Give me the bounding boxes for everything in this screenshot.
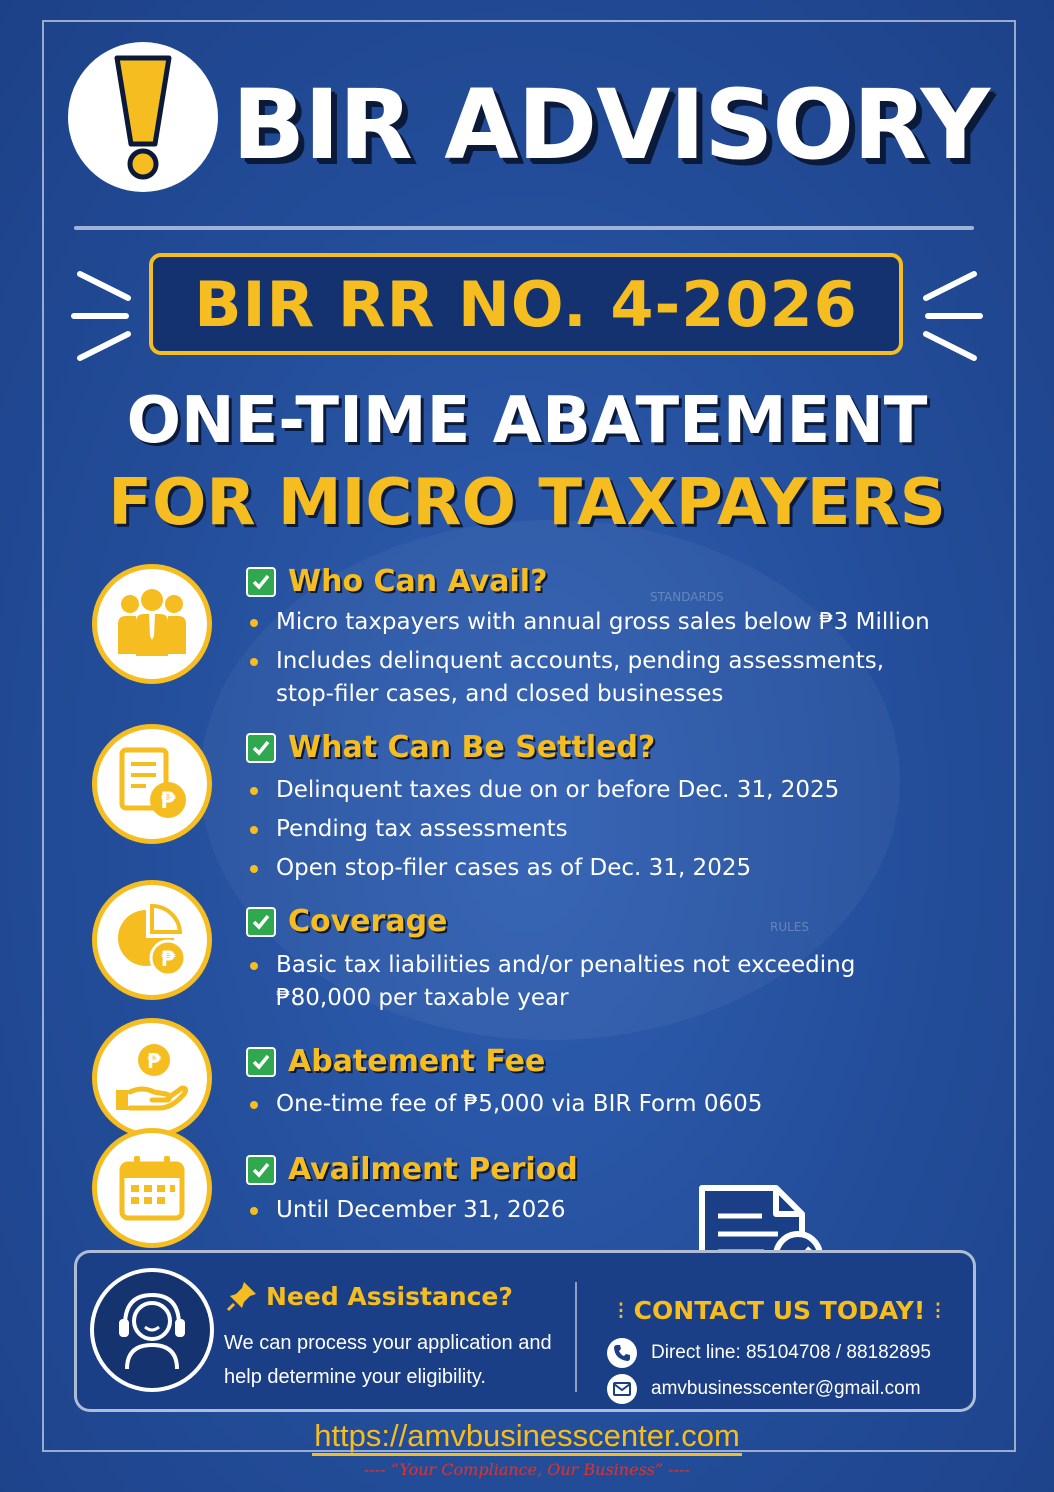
headline-secondary: FOR MICRO TAXPAYERS (108, 466, 946, 540)
contact-heading (617, 1296, 942, 1325)
checkmark-icon (246, 1155, 276, 1185)
assistance-heading (226, 1280, 513, 1312)
assistance-text: We can process your application and help determine your eligibility. (224, 1332, 552, 1388)
section-title: Abatement Fee (288, 1044, 546, 1079)
burst-small-right-icon: ⁝ (934, 1296, 942, 1325)
section-title: Availment Period (288, 1152, 578, 1187)
burst-small-left-icon: ⁝ (617, 1296, 625, 1325)
section-heading-what-can-be-settled (246, 730, 655, 765)
page-title: BIR ADVISORY (232, 69, 990, 181)
list-item: Basic tax liabilities and/or penalties not exceeding ₱80,000 per taxable year (248, 949, 936, 1015)
list-item: Until December 31, 2026 (248, 1194, 936, 1227)
svg-text:₱: ₱ (147, 1049, 161, 1073)
headline-primary: ONE-TIME ABATEMENT (126, 384, 928, 458)
bullet-list-what-can-be-settled (248, 774, 936, 891)
checkmark-icon (246, 733, 276, 763)
list-item: Includes delinquent accounts, pending assessments, stop-filer cases, and closed businesses (248, 645, 936, 711)
pie-chart-peso-icon (92, 880, 212, 1000)
exclamation-icon (68, 42, 218, 192)
list-item: Pending tax assessments (248, 813, 936, 846)
section-heading-who-can-avail (246, 564, 547, 599)
website-link[interactable] (0, 1418, 1054, 1454)
section-heading-availment-period (246, 1152, 578, 1187)
section-title: Coverage (288, 904, 448, 939)
section-heading-coverage (246, 904, 447, 939)
list-item: Delinquent taxes due on or before Dec. 31, 2025 (248, 774, 936, 807)
support-agent-icon (90, 1268, 214, 1392)
email-text: amvbusinesscenter@gmail.com (651, 1378, 921, 1399)
burst-left-icon (70, 268, 134, 364)
section-heading-abatement-fee (246, 1044, 545, 1079)
header-divider (74, 226, 974, 230)
calendar-icon (92, 1128, 212, 1248)
phone-text: Direct line: 85104708 / 88182895 (651, 1342, 931, 1363)
phone-icon (607, 1338, 637, 1368)
phone-line[interactable] (607, 1338, 931, 1368)
list-item: Micro taxpayers with annual gross sales below ₱3 Million (248, 606, 936, 639)
list-item: Open stop-filer cases as of Dec. 31, 2025 (248, 852, 936, 885)
group-icon (92, 564, 212, 684)
watermark-label-top: STANDARDS (650, 590, 724, 604)
checkmark-icon (246, 1047, 276, 1077)
email-line[interactable] (607, 1374, 921, 1404)
assistance-title: Need Assistance? (266, 1281, 513, 1311)
svg-text:₱: ₱ (160, 789, 176, 814)
section-title: What Can Be Settled? (288, 730, 656, 765)
checkmark-icon (246, 567, 276, 597)
watermark-label-bottom: RULES (770, 920, 810, 934)
regulation-banner: BIR RR NO. 4-2026 (149, 253, 903, 355)
burst-right-icon (920, 268, 984, 364)
website-url[interactable]: https://amvbusinesscenter.com (312, 1418, 742, 1456)
email-icon (607, 1374, 637, 1404)
bullet-list-availment-period (248, 1194, 936, 1233)
bullet-list-coverage (248, 949, 936, 1021)
contact-title: CONTACT US TODAY! (633, 1296, 926, 1325)
hand-coin-icon (92, 1018, 212, 1138)
contact-divider (575, 1282, 577, 1392)
bullet-list-abatement-fee (248, 1088, 936, 1127)
list-item: One-time fee of ₱5,000 via BIR Form 0605 (248, 1088, 936, 1121)
checkmark-icon (246, 907, 276, 937)
bullet-list-who-can-avail (248, 606, 936, 717)
section-title: Who Can Avail? (288, 564, 548, 599)
pushpin-icon (226, 1280, 258, 1312)
tagline: ---- “Your Compliance, Our Business” ---- (364, 1460, 690, 1479)
document-peso-icon (92, 724, 212, 844)
svg-text:₱: ₱ (160, 947, 176, 971)
